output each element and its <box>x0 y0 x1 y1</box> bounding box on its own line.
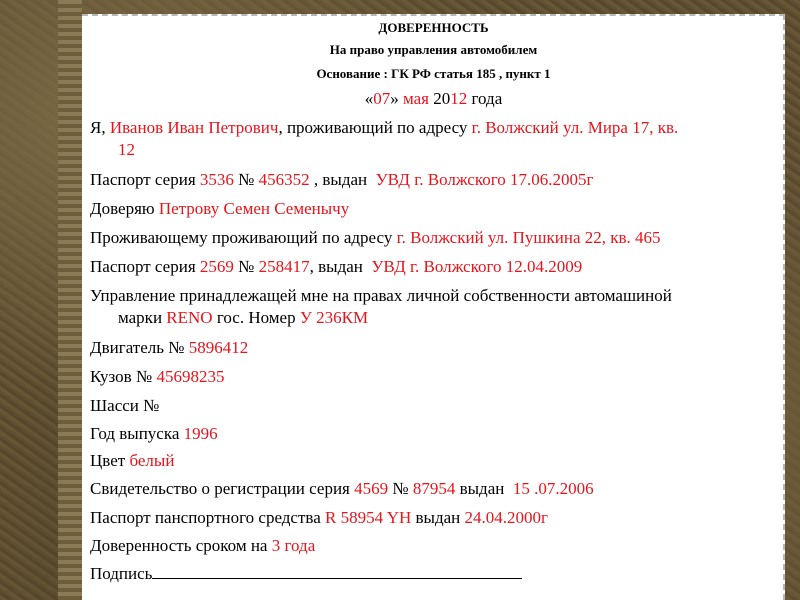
trustee-passport-label: Паспорт серия <box>90 257 196 276</box>
left-decorative-strip <box>58 0 82 600</box>
engine-line <box>90 337 780 359</box>
trustee-passport-num-label: № <box>238 257 255 276</box>
date-year-prefix: 20 <box>433 89 451 108</box>
trustee-passport-issued-by: УВД г. Волжского 12.04.2009 <box>371 257 583 276</box>
registration-label: Свидетельство о регистрации серия <box>90 479 350 498</box>
vehicle-passport-issued-label: выдан <box>415 508 461 527</box>
registration-series: 4569 <box>354 479 389 498</box>
principal-line <box>90 117 780 161</box>
principal-address: г. Волжский ул. Мира 17, кв. <box>471 118 679 137</box>
trustee-passport-series: 2569 <box>199 257 234 276</box>
trustee-address-line <box>90 227 780 249</box>
signature-label: Подпись <box>90 564 153 583</box>
passport-number: 456352 <box>258 170 310 189</box>
engine-label: Двигатель № <box>90 338 185 357</box>
signature-blank[interactable] <box>152 564 522 579</box>
validity-line <box>90 535 780 557</box>
registration-number: 87954 <box>412 479 456 498</box>
quote-open: « <box>364 89 374 108</box>
passport-issued-label: , выдан <box>313 170 368 189</box>
trustee-passport-number: 258417 <box>258 257 310 276</box>
passport-issued-by: УВД г. Волжского 17.06.2005г <box>375 170 594 189</box>
chassis-line <box>90 395 780 417</box>
vehicle-make-label: марки <box>118 308 163 327</box>
date-month: мая <box>402 89 429 108</box>
vehicle-reg-label: гос. Номер <box>216 308 296 327</box>
trustee-passport-line <box>90 256 780 278</box>
vehicle-passport-number: R 58954 YH <box>325 508 412 527</box>
body-label: Кузов № <box>90 367 153 386</box>
passport-label: Паспорт серия <box>90 170 196 189</box>
registration-date: 15 .07.2006 <box>512 479 594 498</box>
chassis-label: Шасси № <box>90 396 160 415</box>
color-label: Цвет <box>90 451 126 470</box>
vehicle-passport-label: Паспорт панспортного средства <box>90 508 321 527</box>
registration-issued-label: выдан <box>459 479 505 498</box>
date-day: 07 <box>373 89 391 108</box>
trustee-passport-issued-label: , выдан <box>309 257 363 276</box>
date-year-suffix: 12 <box>450 89 468 108</box>
color-line <box>90 450 780 472</box>
engine-number: 5896412 <box>188 338 249 357</box>
year-value: 1996 <box>183 424 218 443</box>
validity-value: 3 года <box>271 536 316 555</box>
vehicle-make: RENO <box>166 308 213 327</box>
trustee-name: Петрову Семен Семенычу <box>158 199 350 218</box>
principal-mid: , проживающий по адресу <box>278 118 468 137</box>
vehicle-reg-number: У 236КМ <box>299 308 369 327</box>
vehicle-description: Управление принадлежащей мне на правах личной собственности автомашиной <box>90 286 672 305</box>
vehicle-make-line <box>90 307 780 329</box>
year-label: Год выпуска <box>90 424 180 443</box>
trustee-line <box>90 198 780 220</box>
registration-num-label: № <box>392 479 409 498</box>
trustee-prefix: Доверяю <box>90 199 155 218</box>
signature-line <box>90 563 780 585</box>
vehicle-passport-date: 24.04.2000г <box>464 508 548 527</box>
trustee-address-label: Проживающему проживающий по адресу <box>90 228 393 247</box>
body-number: 45698235 <box>156 367 225 386</box>
trustee-address: г. Волжский ул. Пушкина 22, кв. 465 <box>396 228 661 247</box>
document-basis: Основание : ГК РФ статья 185 , пункт 1 <box>316 66 551 81</box>
vehicle-line <box>90 285 780 329</box>
principal-address-cont: 12 <box>118 140 135 159</box>
validity-label: Доверенность сроком на <box>90 536 268 555</box>
date-year-word: года <box>471 89 503 108</box>
color-value: белый <box>129 451 175 470</box>
document-title: ДОВЕРЕННОСТЬ <box>378 20 489 35</box>
document-subtitle: На право управления автомобилем <box>329 42 538 57</box>
principal-prefix: Я, <box>90 118 106 137</box>
registration-line <box>90 478 780 500</box>
document-date <box>82 89 785 109</box>
principal-passport-line <box>90 169 780 191</box>
year-line <box>90 423 780 445</box>
body-line <box>90 366 780 388</box>
vehicle-passport-line <box>90 507 780 529</box>
passport-series: 3536 <box>199 170 234 189</box>
passport-num-label: № <box>238 170 255 189</box>
quote-close: » <box>390 89 399 108</box>
principal-name: Иванов Иван Петрович <box>109 118 279 137</box>
